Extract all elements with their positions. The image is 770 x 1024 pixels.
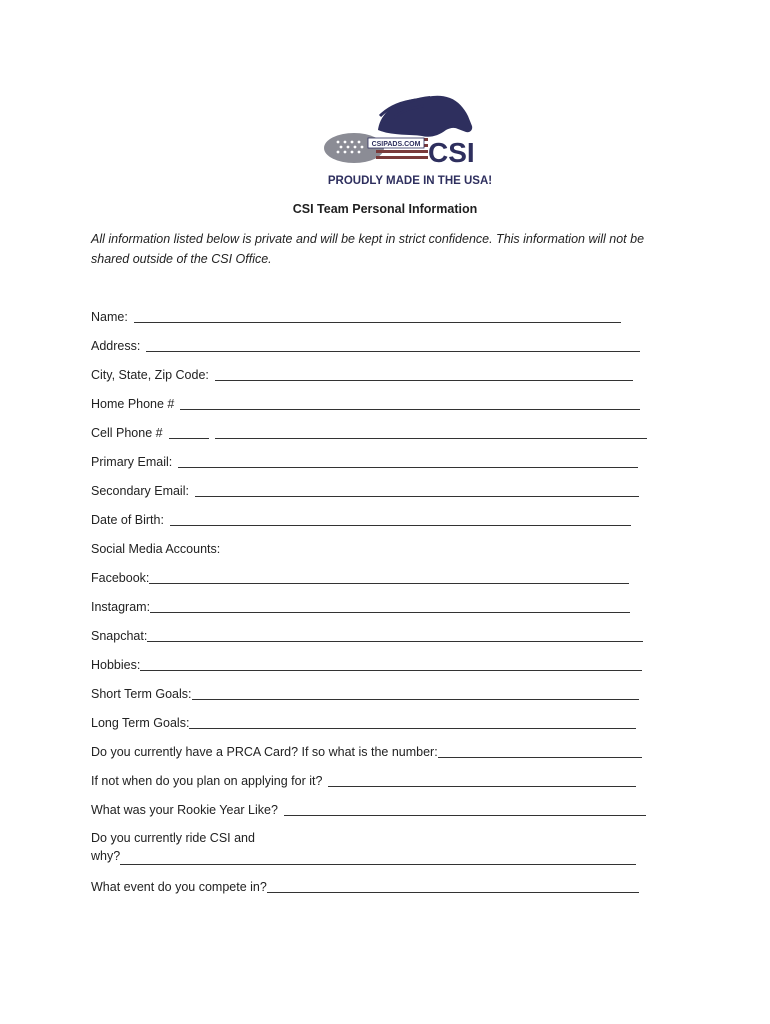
hobbies-label: Hobbies: xyxy=(91,658,141,672)
csi-logo-graphic xyxy=(318,92,498,192)
name-field xyxy=(91,306,621,324)
secondary-email-label: Secondary Email: xyxy=(91,484,189,498)
instagram-label: Instagram: xyxy=(91,600,151,614)
home-phone-label: Home Phone # xyxy=(91,397,175,411)
logo-badge-text: CSIPADS.COM xyxy=(371,141,421,148)
facebook-line[interactable] xyxy=(149,569,629,584)
form-title: CSI Team Personal Information xyxy=(292,202,478,216)
instagram-line[interactable] xyxy=(150,598,630,613)
plan-applying-line[interactable] xyxy=(328,772,636,787)
city-state-zip-label: City, State, Zip Code: xyxy=(91,368,209,382)
prca-card-line[interactable] xyxy=(438,743,642,758)
ride-csi-label: Do you currently ride CSI and xyxy=(91,831,255,845)
dob-line[interactable] xyxy=(170,511,631,526)
long-term-goals-label: Long Term Goals: xyxy=(91,716,190,730)
ride-csi-line[interactable] xyxy=(120,850,636,865)
address-line[interactable] xyxy=(146,337,640,352)
hobbies-line[interactable] xyxy=(140,656,642,671)
prca-card-field xyxy=(91,741,642,759)
facebook-label: Facebook: xyxy=(91,571,150,585)
address-label: Address: xyxy=(91,339,141,353)
cell-phone-line[interactable] xyxy=(215,424,647,439)
short-term-goals-line[interactable] xyxy=(192,685,639,700)
name-line[interactable] xyxy=(134,308,621,323)
csi-logo xyxy=(318,92,498,192)
privacy-notice: All information listed below is private and will be kept in strict confidence. This information will not be shared outside of the CSI Office. xyxy=(91,232,645,266)
rookie-year-field xyxy=(91,799,646,817)
event-compete-line[interactable] xyxy=(267,878,639,893)
cell-phone-field xyxy=(91,422,647,440)
logo-brand-text: CSI xyxy=(428,137,475,168)
primary-email-field xyxy=(91,451,638,469)
city-state-zip-line[interactable] xyxy=(215,366,633,381)
event-compete-label: What event do you compete in? xyxy=(91,880,267,894)
plan-applying-label: If not when do you plan on applying for it? xyxy=(91,774,323,788)
short-term-goals-field xyxy=(91,683,639,701)
snapchat-label: Snapchat: xyxy=(91,629,148,643)
dob-label: Date of Birth: xyxy=(91,513,164,527)
ride-csi-label-cont: why? xyxy=(91,849,121,863)
primary-email-line[interactable] xyxy=(178,453,638,468)
prca-card-label: Do you currently have a PRCA Card? If so what is the number: xyxy=(91,745,438,759)
rookie-year-label: What was your Rookie Year Like? xyxy=(91,803,278,817)
rookie-year-line[interactable] xyxy=(284,801,646,816)
home-phone-line[interactable] xyxy=(180,395,640,410)
event-compete-field xyxy=(91,876,639,894)
snapchat-line[interactable] xyxy=(147,627,643,642)
social-media-label: Social Media Accounts: xyxy=(91,542,221,556)
name-label: Name: xyxy=(91,310,128,324)
long-term-goals-line[interactable] xyxy=(189,714,636,729)
social-media-heading xyxy=(91,538,220,556)
secondary-email-field xyxy=(91,480,639,498)
snapchat-field xyxy=(91,625,643,643)
primary-email-label: Primary Email: xyxy=(91,455,173,469)
short-term-goals-label: Short Term Goals: xyxy=(91,687,192,701)
plan-applying-field xyxy=(91,770,636,788)
horse-head-icon xyxy=(378,96,472,137)
ride-csi-field xyxy=(91,829,636,866)
facebook-field xyxy=(91,567,629,585)
hobbies-field xyxy=(91,654,642,672)
cell-phone-label: Cell Phone # xyxy=(91,426,163,440)
instagram-field xyxy=(91,596,630,614)
address-field xyxy=(91,335,640,353)
home-phone-field xyxy=(91,393,640,411)
secondary-email-line[interactable] xyxy=(195,482,639,497)
dob-field xyxy=(91,509,631,527)
city-state-zip-field xyxy=(91,364,633,382)
long-term-goals-field xyxy=(91,712,636,730)
cell-phone-area-line[interactable] xyxy=(169,424,209,439)
logo-tagline: PROUDLY MADE IN THE USA! xyxy=(327,175,493,187)
